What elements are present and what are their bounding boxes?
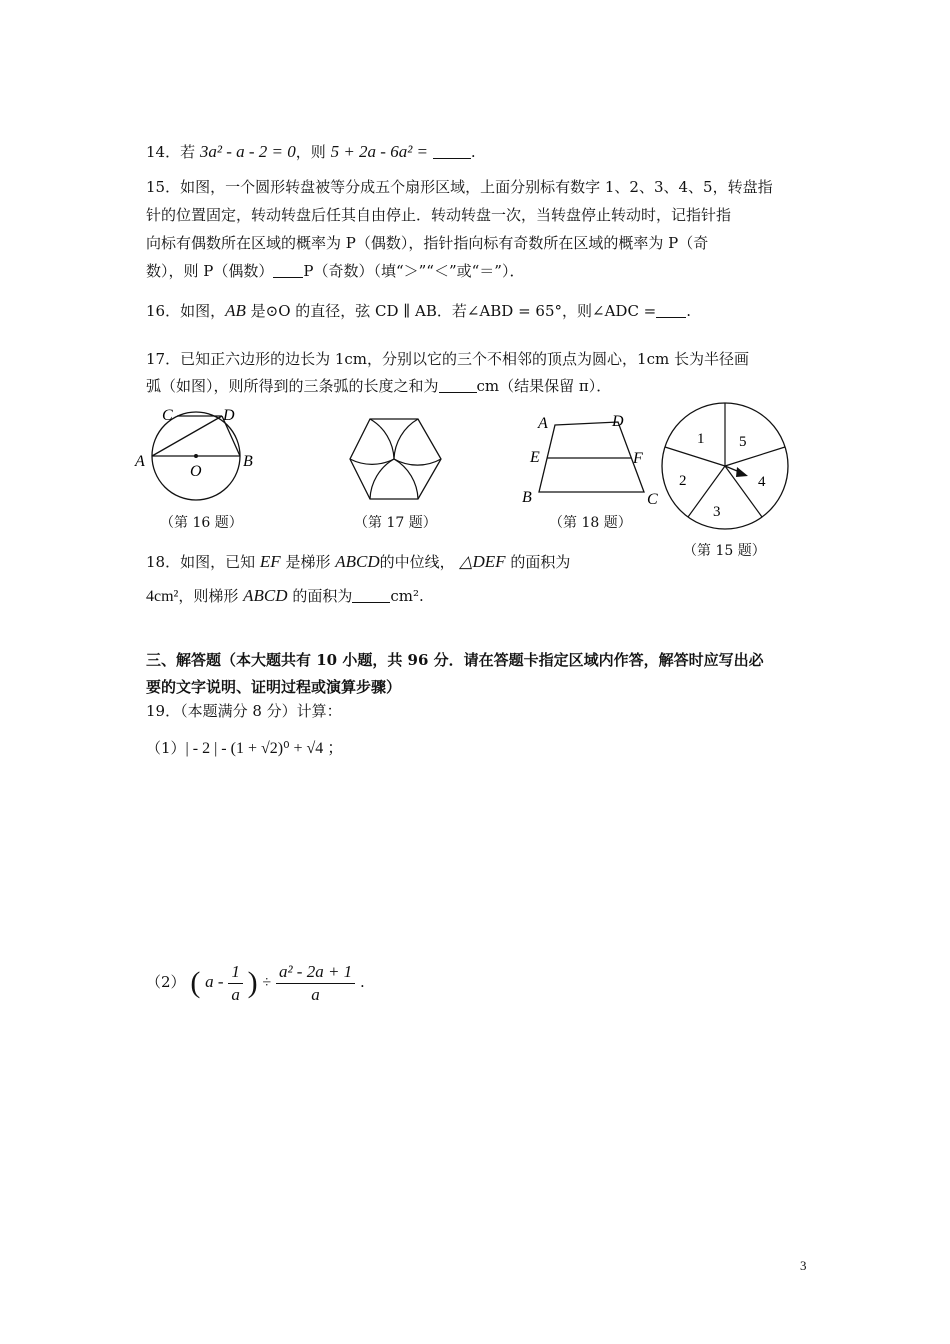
answer-blank <box>656 303 686 318</box>
figure-15-spinner <box>662 403 792 533</box>
label-a: A <box>135 453 145 470</box>
answer-blank <box>433 144 471 159</box>
label-o: O <box>190 463 202 480</box>
question-18: 18．如图，已知 EF 是梯形 ABCD的中位线， △DEF 的面积为 4cm²，则梯形 ABCD 的面积为 cm². <box>146 552 571 605</box>
sector-4: 4 <box>758 474 766 490</box>
label-a: A <box>538 415 548 432</box>
label-d: D <box>223 407 235 424</box>
question-15: 15．如图，一个圆形转盘被等分成五个扇形区域，上面分别标有数字 1、2、3、4、5，转盘指 针的位置固定，转动转盘后任其自由停止．转动转盘一次，当转盘停止转动时，记指针指 向标有偶数所在区域的概率为 P（偶数），指针指向标有奇数所在区域的概率为 P（奇 数），则 P（偶数） P（奇数）（填“＞”“＜”或“＝”）． <box>146 178 773 280</box>
sector-1: 1 <box>697 431 705 447</box>
figure-17 <box>348 415 443 503</box>
label-b: B <box>243 453 253 470</box>
question-19-part-1: （1）| - 2 | - (1 + √2)⁰ + √4 ； <box>146 739 344 757</box>
sector-5: 5 <box>739 434 747 450</box>
answer-blank <box>439 378 477 393</box>
fraction-1: $\frac{1}{a}$ <box>228 961 243 1006</box>
figure-18 <box>520 408 665 508</box>
fraction-2: $\frac{\text{a² - 2a + 1}}{a}$ <box>276 961 355 1006</box>
caption-fig16: （第 16 题） <box>160 515 243 531</box>
label-c: C <box>647 491 658 508</box>
answer-blank <box>352 588 390 603</box>
page-number: 3 <box>800 1258 807 1273</box>
label-f: F <box>633 450 643 467</box>
question-17: 17．已知正六边形的边长为 1cm，分别以它的三个不相邻的顶点为圆心，1cm 长为半径画 弧（如图），则所得到的三条弧的长度之和为 cm（结果保留 π）． <box>146 350 749 395</box>
answer-blank <box>273 263 303 278</box>
label-b: B <box>522 489 532 506</box>
q14-equation: 3a² - a - 2 = 0 <box>199 142 296 161</box>
pointer-arrow-icon <box>736 467 748 477</box>
question-19-part-2: （2） ( a - $\frac{1}{a}$ ) ÷ $\frac{\text{a² - 2a + 1}}{a}$ . <box>146 961 365 1004</box>
label-e: E <box>530 449 540 466</box>
section-3-heading: 三、解答题（本大题共有 10 小题，共 96 分．请在答题卡指定区域内作答，解答时应写出必 要的文字说明、证明过程或演算步骤） <box>146 651 764 696</box>
sector-3: 3 <box>713 504 721 520</box>
label-d: D <box>612 413 624 430</box>
question-19-title: 19．（本题满分 8 分）计算： <box>146 702 342 720</box>
caption-fig17: （第 17 题） <box>354 515 437 531</box>
question-16: 16．如图，AB 是⊙O 的直径，弦 CD ∥ AB．若∠ABD = 65°，则∠ADC = . <box>146 301 692 320</box>
q14-expression: 5 + 2a - 6a² = <box>330 142 429 161</box>
figure-16 <box>130 400 270 510</box>
caption-fig18: （第 18 题） <box>549 515 632 531</box>
sector-2: 2 <box>679 473 687 489</box>
question-14: 14．若 3a² - a - 2 = 0，则 5 + 2a - 6a² = . <box>146 142 476 161</box>
label-c: C <box>162 407 173 424</box>
caption-fig15: （第 15 题） <box>683 543 766 559</box>
